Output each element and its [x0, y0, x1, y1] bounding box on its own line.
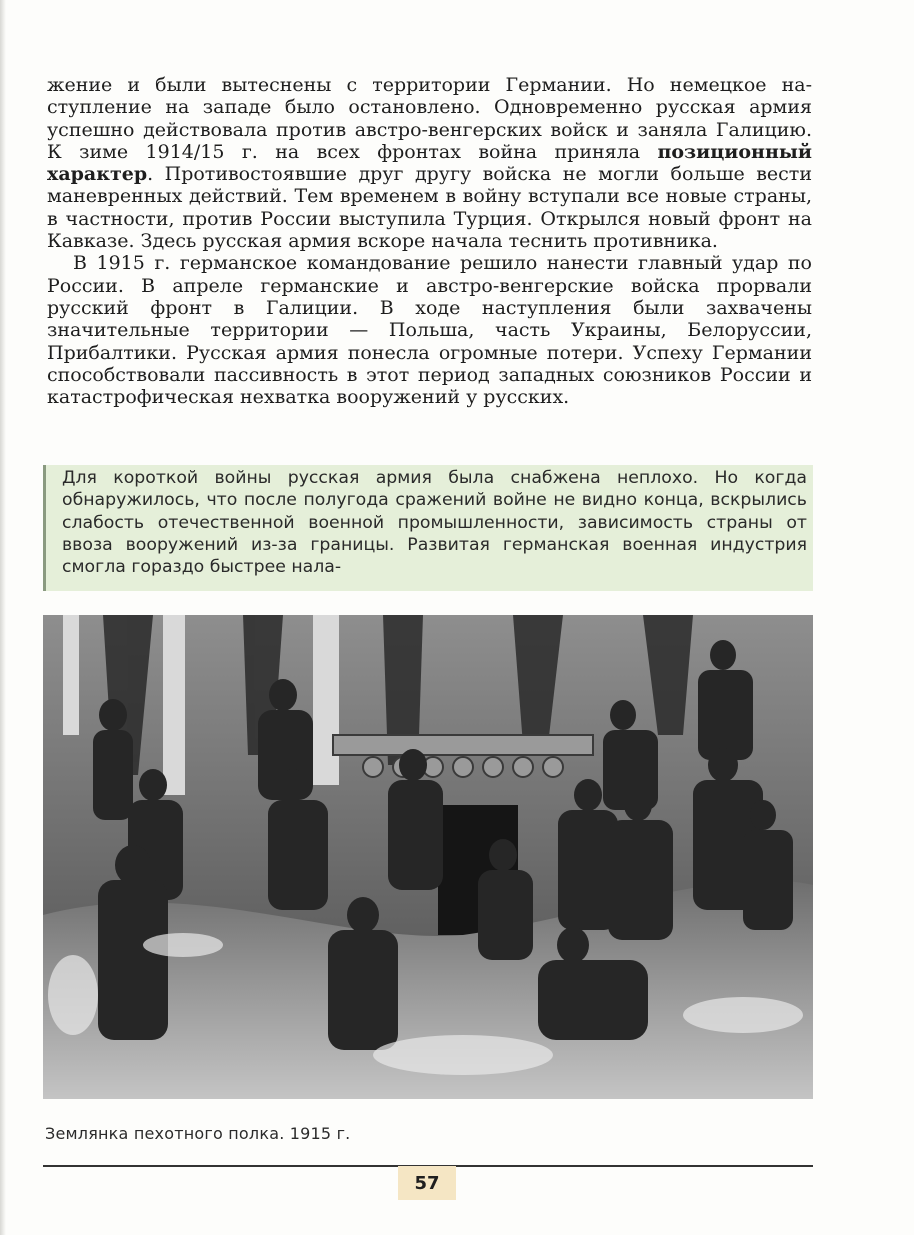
- binding-edge: [0, 0, 6, 1235]
- paragraph-1-text-end: . Противостоявшие друг другу войска не могли больше вести маневренных действий. Тем временем в войну вступали все новые страны, в частности, против России выступила Турция. Открылся новый фронт на Кавказе. Здесь русская армия вскоре начала теснить противника.: [47, 163, 812, 253]
- paragraph-1-text-start: жение и были вытеснены с территории Германии. Но немецкое наступление на западе было остановлено. Одновременно русская армия успешно действовала против австро-венгерских войск и заняла Галицию. К зиме 1914/15 г. на всех фронтах война приняла: [47, 74, 812, 163]
- page-number: 57: [414, 1172, 440, 1194]
- sidebar-note: [43, 465, 813, 591]
- paragraph-2: В 1915 г. германское командование решило нанести главный удар по России. В апреле германские и австро-венгерские войска прорвали русский фронт в Галиции. В ходе наступления были захвачены значительные территории — Польша, часть Украины, Белоруссии, Прибалтики. Русская армия понесла огромные потери. Успеху Германии способствовали пассивность в этот период западных союзников России и катастрофическая нехватка вооружений у русских.: [47, 252, 812, 409]
- page-number-badge: [398, 1166, 456, 1200]
- key-term-positional-war: позиционный характер: [47, 140, 812, 186]
- sidebar-note-text: Для короткой войны русская армия была снабжена неплохо. Но когда обнаружилось, что после полугода сражений войне не видно конца, вскрылись слабость отечественной военной промышленности, зависимость страны от ввоза вооружений из-за границы. Развитая германская военная индустрия смогла гораздо быстрее нала-: [62, 468, 807, 578]
- photo-illustration: [43, 615, 813, 1099]
- historical-photo-dugout: [43, 615, 813, 1099]
- photo-caption: Землянка пехотного полка. 1915 г.: [45, 1124, 351, 1143]
- paragraph-1: [47, 74, 812, 252]
- main-text: [47, 74, 812, 408]
